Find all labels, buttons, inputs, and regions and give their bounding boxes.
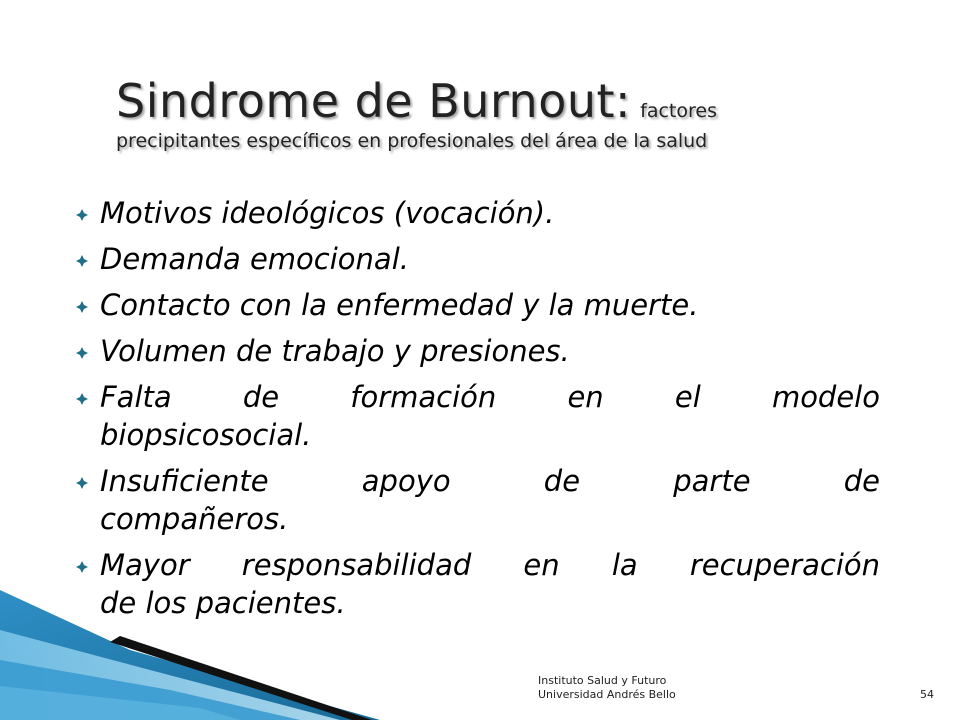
page-number: 54 [920,688,934,701]
footer-university: Universidad Andrés Bello [538,688,676,701]
bullet-text-continuation: biopsicosocial. [100,418,312,452]
corner-decoration [0,590,380,720]
bullet-item [74,194,880,232]
bullet-text: Motivos ideológicos (vocación). [100,196,555,230]
bullet-list [74,194,880,630]
title-main: Sindrome de Burnout: [116,74,632,128]
bullet-item [74,462,880,538]
diamond-bullet-icon [76,301,88,313]
bullet-item [74,378,880,454]
diamond-bullet-icon [76,209,88,221]
bullet-item [74,240,880,278]
bullet-text: Volumen de trabajo y presiones. [100,334,570,368]
diamond-bullet-icon [76,393,88,405]
bullet-text-continuation: compañeros. [100,502,289,536]
bullet-text: Contacto con la enfermedad y la muerte. [100,288,699,322]
footer [538,674,676,702]
title-subtitle: precipitantes específicos en profesionales del área de la salud [116,130,708,152]
bullet-text: Falta de formación en el modelo [100,380,880,414]
slide-title [116,74,876,152]
diamond-bullet-icon [76,477,88,489]
bullet-text: Mayor responsabilidad en la recuperación [100,548,880,582]
bullet-item [74,332,880,370]
diamond-bullet-icon [76,347,88,359]
title-suffix: factores [640,100,717,122]
bullet-text: Insuficiente apoyo de parte de [100,464,880,498]
bullet-text-continuation: de los pacientes. [100,586,346,620]
bullet-text: Demanda emocional. [100,242,409,276]
bullet-item [74,286,880,324]
diamond-bullet-icon [76,561,88,573]
footer-institution: Instituto Salud y Futuro [538,674,667,687]
diamond-bullet-icon [76,255,88,267]
